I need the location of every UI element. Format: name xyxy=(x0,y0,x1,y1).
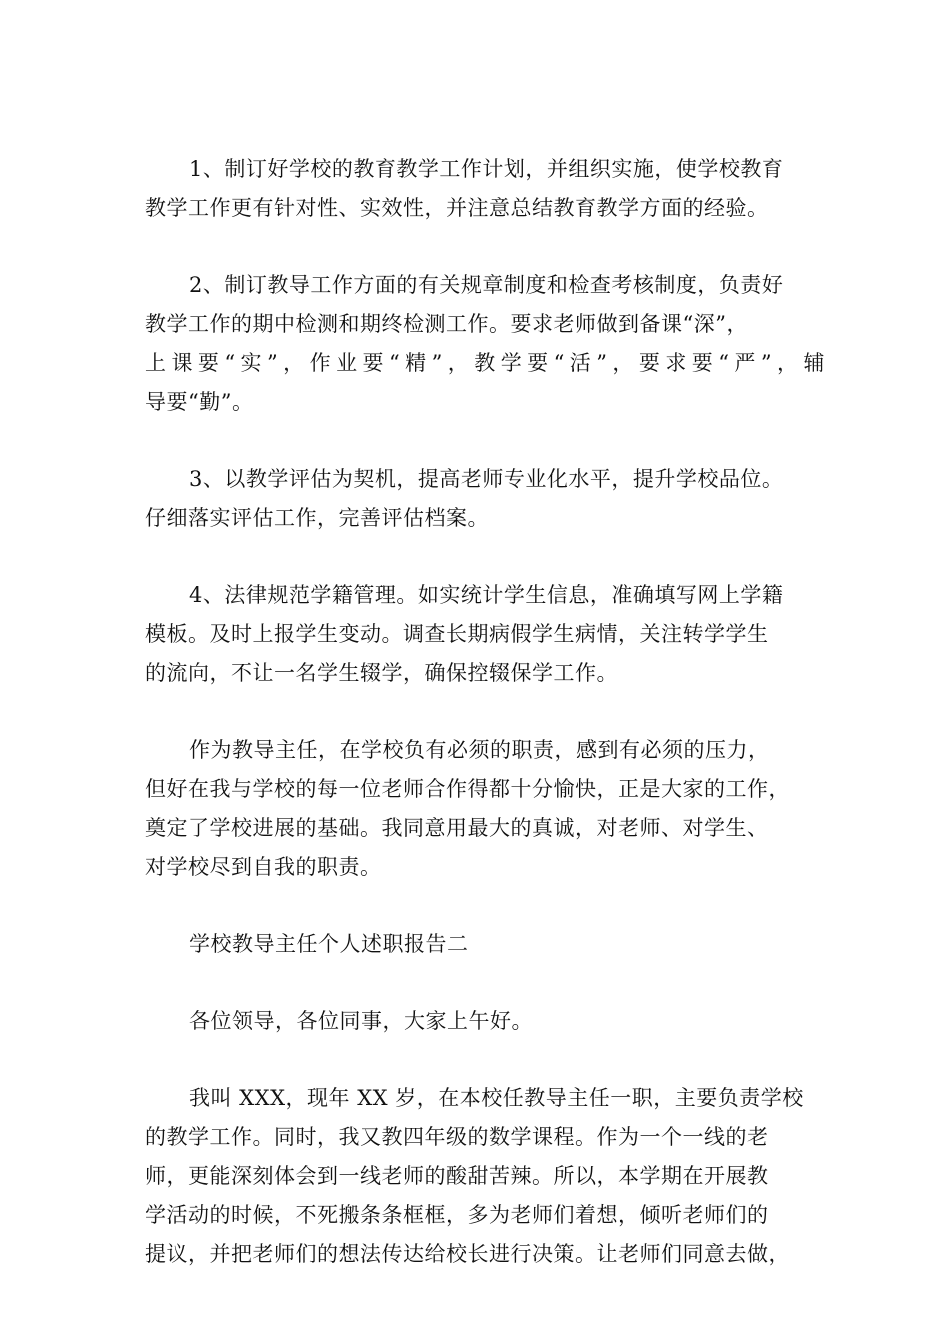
section-heading xyxy=(145,925,825,964)
text-line: 我叫 XXX，现年 XX 岁，在本校任教导主任一职，主要负责学校 xyxy=(189,1086,804,1110)
text-line: 仔细落实评估工作，完善评估档案。 xyxy=(145,506,489,530)
document-page xyxy=(145,150,825,1312)
text-line: 模板。及时上报学生变动。调查长期病假学生病情，关注转学学生 xyxy=(145,622,769,646)
paragraph-5 xyxy=(145,731,825,887)
greeting-text: 各位领导，各位同事，大家上午好。 xyxy=(189,1009,533,1033)
text-line: 导要“勤”。 xyxy=(145,390,254,414)
text-line: 3、以教学评估为契机，提高老师专业化水平，提升学校品位。 xyxy=(189,467,784,491)
paragraph-2 xyxy=(145,266,825,422)
text-line: 学活动的时候，不死搬条条框框，多为老师们着想，倾听老师们的 xyxy=(145,1203,769,1227)
paragraph-4 xyxy=(145,576,825,693)
text-line: 但好在我与学校的每一位老师合作得都十分愉快，正是大家的工作， xyxy=(145,777,790,801)
paragraph-3 xyxy=(145,460,825,538)
paragraph-1 xyxy=(145,150,825,228)
paragraph-8 xyxy=(145,1079,825,1274)
text-line: 的流向，不让一名学生辍学，确保控辍保学工作。 xyxy=(145,661,618,685)
text-line: 上课要“实”，作业要“精”，教学要“活”，要求要“严”，辅 xyxy=(145,351,825,375)
text-line: 作为教导主任，在学校负有必须的职责，感到有必须的压力， xyxy=(189,738,770,762)
text-line: 教学工作的期中检测和期终检测工作。要求老师做到备课“深”， xyxy=(145,312,748,336)
text-line: 教学工作更有针对性、实效性，并注意总结教育教学方面的经验。 xyxy=(145,196,769,220)
text-line: 1、制订好学校的教育教学工作计划，并组织实施，使学校教育 xyxy=(189,157,784,181)
text-line: 对学校尽到自我的职责。 xyxy=(145,855,382,879)
text-line: 的教学工作。同时，我又教四年级的数学课程。作为一个一线的老 xyxy=(145,1125,769,1149)
text-line: 师，更能深刻体会到一线老师的酸甜苦辣。所以，本学期在开展教 xyxy=(145,1164,769,1188)
text-line: 提议，并把老师们的想法传达给校长进行决策。让老师们同意去做， xyxy=(145,1242,790,1266)
text-line: 2、制订教导工作方面的有关规章制度和检查考核制度，负责好 xyxy=(189,273,784,297)
text-line: 奠定了学校进展的基础。我同意用最大的真诚，对老师、对学生、 xyxy=(145,816,769,840)
text-line: 4、法律规范学籍管理。如实统计学生信息，准确填写网上学籍 xyxy=(189,583,784,607)
heading-text: 学校教导主任个人述职报告二 xyxy=(189,932,469,956)
greeting xyxy=(145,1002,825,1041)
